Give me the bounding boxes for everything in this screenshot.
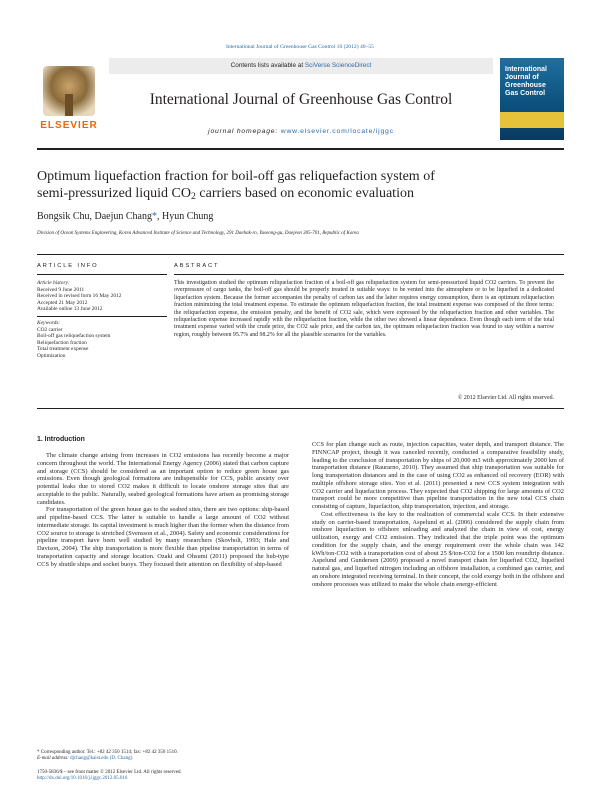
contents-prefix: Contents lists available at xyxy=(230,62,305,69)
journal-title: International Journal of Greenhouse Gas Control xyxy=(149,91,453,108)
copyright: © 2012 Elsevier Ltd. All rights reserved. xyxy=(457,395,554,401)
paragraph: Cost effectiveness is the key to the realization of commercial scale CCS. In their extensive study on carrier-based transportation, Aspelund et al. (2006) considered the supply chain from onshore liquefaction to offshore unloading and analyzed the chain in view of cost, energy utilization, exergy and CO2 emission. They indicated that the triple point was the optimum condition for the supply chain, and the energy requirement over the whole chain was 142 kWh/ton-CO2 with a transportation cost of about 25 $/ton-CO2 for a 1500 km roundtrip distance. Aspelund and Gundersen (2009) proposed a novel transport chain for liquefied CO2, liquefied natural gas, and liquefied nitrogen including an offshore installation, a combined gas carrier, and an onshore integrated receiving terminal. In their concept, the cold exergy both in the offshore and onshore processes was utilized to make the whole chain energy-efficient xyxy=(312,510,564,588)
homepage-link[interactable]: www.elsevier.com/locate/ijggc xyxy=(280,128,394,135)
paragraph: The climate change arising from increases in CO2 emissions has recently become a major concern throughout the world. The International Energy Agency (2006) stated that carbon capture and storage (CCS) should be considered as an important option to reduce green house gas emissions. Even though geological formations are indispensible for CCS, public anxiety over potential leaks due to stored CO2 makes it difficult to locate onshore storage sites that are acceptable to the public. Naturally, seabed geological formations have arisen as promising storage candidates. xyxy=(37,452,289,506)
abstract-text: This investigation studied the optimum reliquefaction fraction of a boil-off gas reliquefaction system for semi-pressurized liquid CO2 carriers. To prevent the overpressure of cargo tanks, the boil-off gas should be properly treated in suitable ways: to be vented into the atmosphere or to be liquefied in a dedicated liquefaction system. Because the former accompanies the penalty of carbon tax and the latter requires energy consumption, there is an optimum reliquefaction fraction minimizing the total treatment expense. To estimate the optimum reliquefaction fraction, the total treatment expense was composed of the three terms: the reliquefaction expense, the emission penalty, and the benefit of CO2 sale, which were expressed by the reliquefaction fraction and other variables. The reliquefaction expense increased rapidly with the reliquefaction fraction, while the other two showed a linear dependence. Even though each term of the total treatment expense varied with the crude price, the CO2 sale price, and the carbon tax, the optimum reliquefaction fraction was found to stay within a narrow region, roughly between 95.7% and 98.2% for all the plausible scenarios for the variables. xyxy=(174,280,554,338)
article-history: Article history: Received 9 June 2011 Received in revised form 16 May 2012 Accepted 21 May 2012 Available online 13 June 2012 xyxy=(37,280,122,313)
citation-link[interactable]: International Journal of Greenhouse Gas Control 10 (2012) 40–55 xyxy=(226,44,374,50)
keyword: Reliquefaction fraction xyxy=(37,339,87,346)
journal-cover-image xyxy=(500,58,564,140)
header-rule xyxy=(37,148,564,150)
sciencedirect-link[interactable]: SciVerse ScienceDirect xyxy=(304,62,372,69)
left-column xyxy=(37,452,289,568)
keyword: Total treatment expense xyxy=(37,346,89,353)
journal-homepage xyxy=(109,128,493,135)
article-title: Optimum liquefaction fraction for boil-off gas reliquefaction system of semi-pressurized liquid $CO_2$ carriers based on economic evaluation xyxy=(37,169,435,202)
paragraph: For transportation of the green house gas to the seabed sites, there are two options: ship-based and pipeline-based CCS. The latter is suitable to handle a large amount of CO2 without intermediate storage. Its capital investment is much higher than the former when the distance from CO2 source to storage is stretched (Svensson et al., 2004). Safety and economic considerations for pipeline transport have been well studied by many researchers (Skovholt, 1993; Hale and Davison, 2004). The ship transportation is more flexible than pipeline transportation in terms of transportation capacity and storage location. Ozaki and Ohsumi (2011) proposed the hub-type CCS by shuttle ships and socket buoys. They focused their attention on flexibility of ship-based xyxy=(37,506,289,568)
contents-band xyxy=(109,58,493,74)
publisher-name: ELSEVIER xyxy=(40,120,98,131)
elsevier-logo xyxy=(37,58,101,140)
doi-link[interactable]: http://dx.doi.org/10.1016/j.ijggc.2012.05.016 xyxy=(37,776,128,781)
tree-trunk-icon xyxy=(65,94,73,116)
cover-stripe xyxy=(500,112,564,128)
journal-masthead xyxy=(37,58,564,140)
keyword: CO2 carrier xyxy=(37,326,63,333)
body-rule xyxy=(37,408,564,409)
info-subrule xyxy=(37,274,167,275)
affiliation: Division of Ocean Systems Engineering, Korea Advanced Institute of Science and Technology, 291 Daehak-ro, Yuseong-gu, Daejeon 305-701, Republic of Korea xyxy=(37,231,359,236)
abstract-subrule xyxy=(174,274,564,275)
footnote: * Corresponding author. Tel.: +82 42 350 1514; fax: +82 42 350 1510. E-mail address: djchang@kaist.edu (D. Chang). xyxy=(37,750,178,761)
keywords: Keywords: CO2 carrier Boil-off gas reliquefaction system Reliquefaction fraction Total treatment expense Optimization xyxy=(37,320,167,360)
keyword: Optimization xyxy=(37,352,66,359)
paragraph: CCS for plan change such as route, injection capacities, water depth, and transport distance. The FINNCAP project, though it was canceled recently, conducted a comparative feasibility study, leading to the conclusion of transportation by ships of 20,000 m3 with approximately 2000 km of transportation distance (Raurarno, 2010). They assumed that ship transportation was suitable for long transportation distances and in the case of using CO2 as enhanced oil recovery (EOR) with multiple offshore storage sites. Yoo et al. (2011) presented a new CCS system integration with CO2 carrier and liquefaction process. They expected that CO2 shipping for large amounts of CO2 transport could be more competitive than pipeline transportation in the new total CCS chain consisting of capture, liquefaction, ship transportation, injection, and storage. xyxy=(312,441,564,510)
article-info-heading: ARTICLE INFO xyxy=(37,263,99,269)
email-link[interactable]: djchang@kaist.edu (D. Chang). xyxy=(70,756,134,761)
cover-title: International Journal of Greenhouse Gas Control xyxy=(505,66,548,97)
homepage-prefix: journal homepage: xyxy=(208,128,281,135)
section-heading: 1. Introduction xyxy=(37,436,85,443)
corresponding-author-link[interactable]: * xyxy=(152,211,157,222)
abstract-heading: ABSTRACT xyxy=(174,263,220,269)
keywords-rule xyxy=(37,316,167,317)
issn-doi: 1750-5836/$ – see front matter © 2012 Elsevier Ltd. All rights reserved. http://dx.doi.org/10.1016/j.ijggc.2012.05.016 xyxy=(37,770,297,782)
info-rule xyxy=(37,254,564,255)
keyword: Boil-off gas reliquefaction system xyxy=(37,333,111,340)
right-column xyxy=(312,441,564,588)
author-list: Bongsik Chu, Daejun Chang*, Hyun Chung xyxy=(37,211,214,222)
